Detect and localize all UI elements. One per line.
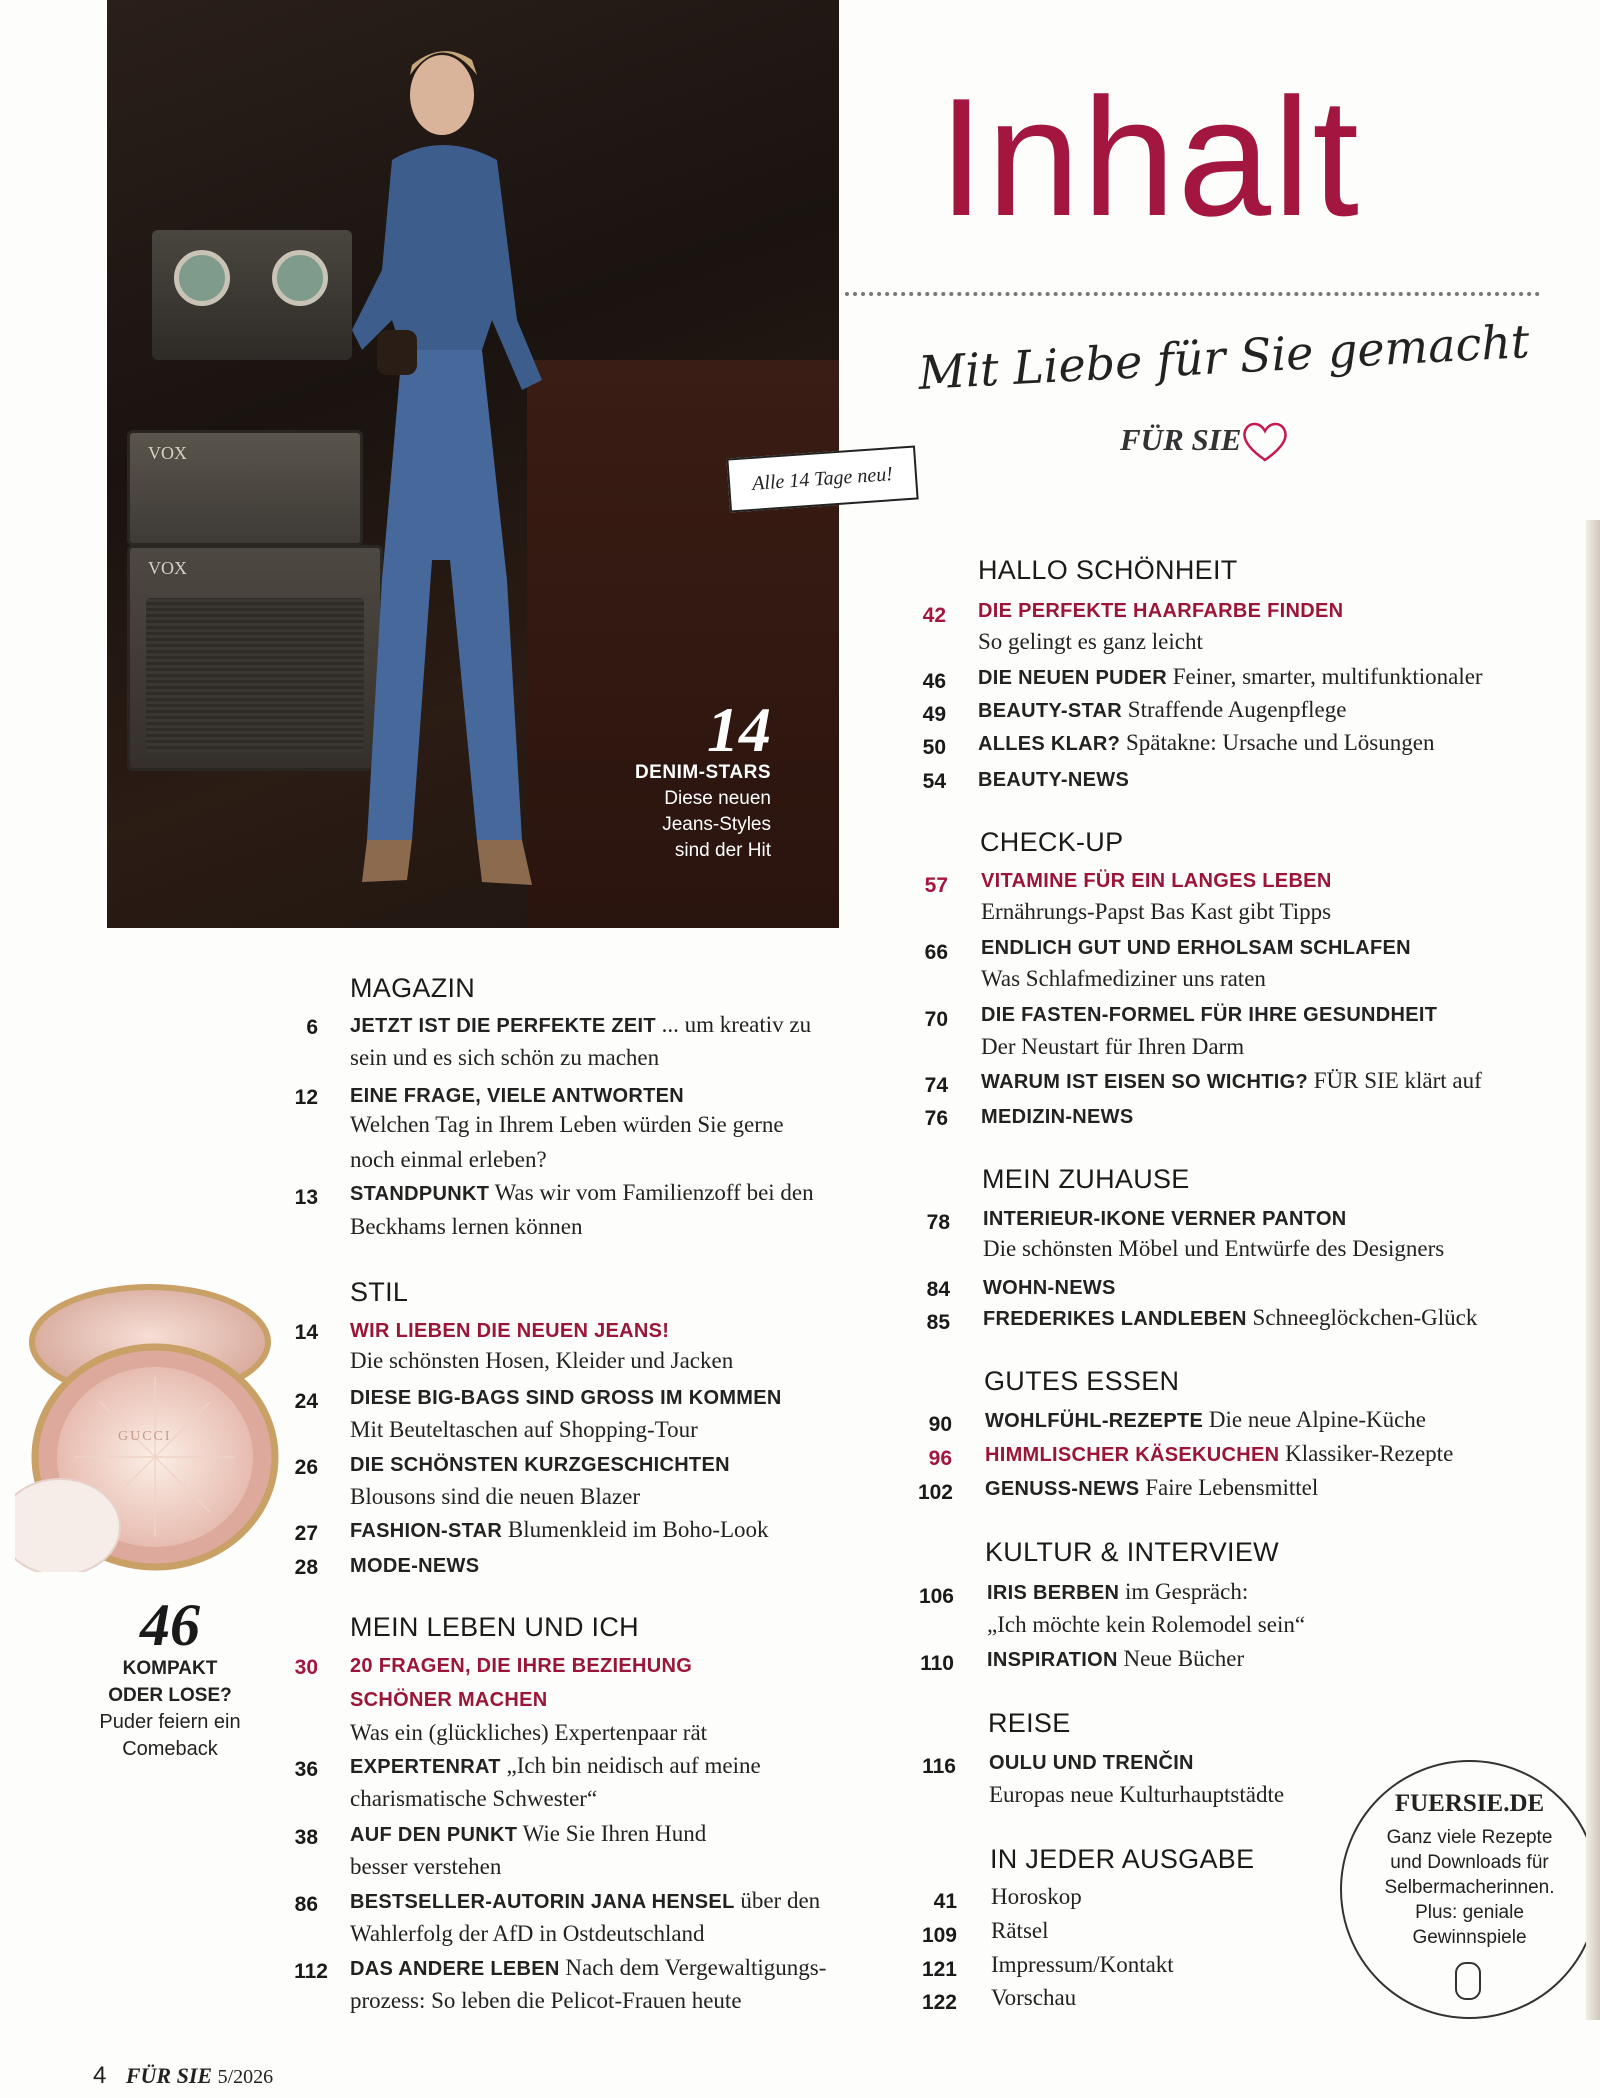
toc-entry[interactable] bbox=[350, 1548, 479, 1583]
toc-entry-head: ALLES KLAR? bbox=[978, 733, 1121, 755]
mouse-icon bbox=[1455, 1962, 1481, 2000]
section-title-reise: REISE bbox=[988, 1708, 1071, 1738]
toc-entry-head: WARUM IST EISEN SO WICHTIG? bbox=[981, 1071, 1308, 1093]
toc-entry-head: DIE FASTEN-FORMEL FÜR IHRE GESUNDHEIT bbox=[981, 1004, 1438, 1026]
toc-page-number: 84 bbox=[926, 1278, 950, 1301]
issue-frequency-badge: Alle 14 Tage neu! bbox=[726, 445, 918, 512]
toc-page-number: 13 bbox=[294, 1186, 318, 1209]
toc-page-number: 38 bbox=[294, 1826, 318, 1849]
toc-entry-text: Faire Lebensmittel bbox=[1139, 1475, 1319, 1500]
page-edge bbox=[1586, 520, 1600, 2020]
toc-entry[interactable] bbox=[981, 1099, 1133, 1134]
website-title: FUERSIE.DE bbox=[1394, 1790, 1545, 1817]
toc-entry-text: ... um kreativ zu bbox=[655, 1012, 812, 1037]
side-story-text-line: Puder feiern ein bbox=[99, 1711, 241, 1733]
toc-entry-head: DIE SCHÖNSTEN KURZGESCHICHTEN bbox=[350, 1454, 730, 1476]
toc-entry-text: im Gespräch: bbox=[1119, 1579, 1249, 1604]
toc-entry[interactable] bbox=[987, 1575, 1248, 1610]
footer-page-number: 4 bbox=[93, 2062, 107, 2089]
toc-entry[interactable] bbox=[981, 863, 1332, 898]
toc-page-number: 78 bbox=[926, 1211, 950, 1234]
side-story-headline-line: KOMPAKT bbox=[122, 1658, 218, 1679]
toc-entry-head: STANDPUNKT bbox=[350, 1183, 490, 1205]
toc-entry-text: Die schönsten Möbel und Entwürfe des Designers bbox=[983, 1236, 1445, 1261]
toc-entry[interactable] bbox=[350, 1884, 820, 1919]
toc-entry[interactable] bbox=[978, 762, 1129, 797]
section-title-essen: GUTES ESSEN bbox=[984, 1366, 1180, 1396]
toc-entry-text: Was ein (glückliches) Expertenpaar rät bbox=[350, 1720, 708, 1745]
side-story-text-line: Comeback bbox=[122, 1738, 218, 1760]
tape-reel-right bbox=[272, 250, 328, 306]
toc-entry-head: 20 FRAGEN, DIE IHRE BEZIEHUNG bbox=[350, 1655, 693, 1677]
toc-entry[interactable] bbox=[981, 997, 1437, 1032]
website-text-line: und Downloads für bbox=[1390, 1852, 1549, 1873]
compact-logo: GUCCI bbox=[118, 1429, 172, 1444]
cover-story-headline: DENIM-STARS bbox=[634, 762, 771, 783]
toc-entry-text: Mit Beuteltaschen auf Shopping-Tour bbox=[350, 1417, 698, 1442]
section-title-checkup: CHECK-UP bbox=[980, 827, 1124, 857]
toc-entry-head: FREDERIKES LANDLEBEN bbox=[983, 1308, 1247, 1330]
toc-entry-text: Blumenkleid im Boho-Look bbox=[502, 1517, 769, 1542]
amp-label: VOX bbox=[148, 443, 187, 463]
toc-page-number: 121 bbox=[921, 1958, 957, 1981]
toc-entry-head: MEDIZIN-NEWS bbox=[981, 1106, 1134, 1128]
toc-page-number: 28 bbox=[294, 1556, 318, 1579]
powder-compact-image bbox=[15, 1282, 285, 1572]
toc-entry-head: WOHLFÜHL-REZEPTE bbox=[985, 1410, 1204, 1432]
toc-page-number: 90 bbox=[928, 1413, 952, 1436]
toc-entry-text: „Ich möchte kein Rolemodel sein“ bbox=[987, 1612, 1306, 1637]
website-text-line: Gewinnspiele bbox=[1412, 1927, 1527, 1948]
toc-entry-text: Ernährungs-Papst Bas Kast gibt Tipps bbox=[981, 899, 1332, 924]
toc-entry[interactable] bbox=[350, 1817, 706, 1852]
tape-reel-left bbox=[174, 250, 230, 306]
toc-entry-text: Spätakne: Ursache und Lösungen bbox=[1120, 730, 1435, 755]
toc-entry-text: Straffende Augenpflege bbox=[1122, 697, 1347, 722]
toc-entry-head: INSPIRATION bbox=[987, 1649, 1118, 1671]
toc-page-number: 96 bbox=[928, 1447, 952, 1470]
toc-page-number: 112 bbox=[294, 1960, 328, 1983]
toc-entry-head: AUF DEN PUNKT bbox=[350, 1824, 518, 1846]
toc-entry-text: Welchen Tag in Ihrem Leben würden Sie gerne bbox=[350, 1112, 784, 1137]
toc-page-number: 74 bbox=[924, 1074, 948, 1097]
toc-entry-text: Feiner, smarter, multifunktionaler bbox=[1166, 664, 1483, 689]
denim-model-figure bbox=[332, 20, 592, 900]
toc-entry[interactable] bbox=[350, 1008, 811, 1043]
toc-entry-head: WIR LIEBEN DIE NEUEN JEANS! bbox=[350, 1320, 670, 1342]
toc-page-number: 86 bbox=[294, 1893, 318, 1916]
toc-entry[interactable] bbox=[978, 726, 1434, 761]
amp-label: VOX bbox=[148, 558, 187, 578]
toc-entry-head: ENDLICH GUT UND ERHOLSAM SCHLAFEN bbox=[981, 937, 1411, 959]
section-title-schoenheit: HALLO SCHÖNHEIT bbox=[978, 555, 1238, 585]
side-story-headline bbox=[70, 1655, 270, 1709]
brand-logo: FÜR SIE bbox=[1120, 422, 1242, 457]
cover-story-text: sind der Hit bbox=[674, 840, 771, 861]
toc-page-number: 36 bbox=[294, 1758, 318, 1781]
toc-entry[interactable] bbox=[350, 1648, 692, 1683]
toc-page-number: 12 bbox=[294, 1086, 318, 1109]
website-text bbox=[1360, 1825, 1579, 1950]
toc-entry[interactable] bbox=[981, 1064, 1482, 1099]
toc-page-number: 46 bbox=[922, 670, 946, 693]
toc-entry-text: sein und es sich schön zu machen bbox=[350, 1045, 660, 1070]
toc-page-number: 70 bbox=[924, 1008, 948, 1031]
toc-entry-text: Was wir vom Familienzoff bei den bbox=[489, 1180, 814, 1205]
toc-entry-head: FASHION-STAR bbox=[350, 1520, 503, 1542]
cover-story-page-number: 14 bbox=[707, 694, 771, 765]
section-title-stil: STIL bbox=[350, 1277, 409, 1307]
toc-entry[interactable] bbox=[350, 1380, 782, 1415]
toc-entry-text: über den bbox=[734, 1888, 821, 1913]
toc-entry-text: Was Schlafmediziner uns raten bbox=[981, 966, 1266, 991]
footer-magazine-name: FÜR SIE bbox=[125, 2063, 213, 2088]
cover-story-text: Diese neuen bbox=[664, 788, 771, 809]
toc-entry[interactable] bbox=[350, 1749, 761, 1784]
toc-page-number: 102 bbox=[917, 1481, 953, 1504]
website-text-line: Selbermacherinnen. bbox=[1384, 1877, 1555, 1898]
website-promo[interactable] bbox=[1340, 1760, 1599, 2019]
toc-entry-head: DAS ANDERE LEBEN bbox=[350, 1958, 560, 1980]
toc-entry-text: prozess: So leben die Pelicot-Frauen heute bbox=[350, 1988, 742, 2013]
toc-entry-text: Die neue Alpine-Küche bbox=[1203, 1407, 1427, 1432]
toc-page-number: 49 bbox=[922, 703, 946, 726]
toc-page-number: 106 bbox=[918, 1585, 954, 1608]
toc-entry-head: BESTSELLER-AUTORIN JANA HENSEL bbox=[350, 1891, 735, 1913]
toc-page-number: 85 bbox=[926, 1311, 950, 1334]
toc-entry[interactable] bbox=[350, 1682, 548, 1717]
toc-entry-text: Schneeglöckchen-Glück bbox=[1246, 1305, 1478, 1330]
toc-entry[interactable] bbox=[978, 593, 1343, 628]
toc-entry-head: DIE PERFEKTE HAARFARBE FINDEN bbox=[978, 600, 1344, 622]
toc-entry-text: Klassiker-Rezepte bbox=[1279, 1441, 1454, 1466]
toc-entry-head: BEAUTY-NEWS bbox=[978, 769, 1130, 791]
website-text-line: Ganz viele Rezepte bbox=[1386, 1827, 1553, 1848]
toc-entry[interactable] bbox=[350, 1176, 814, 1211]
toc-entry-text: Nach dem Vergewaltigungs- bbox=[559, 1955, 827, 1980]
toc-entry-text: Neue Bücher bbox=[1117, 1646, 1245, 1671]
toc-page-number: 76 bbox=[924, 1107, 948, 1130]
section-title-magazin: MAGAZIN bbox=[350, 973, 476, 1003]
section-title-ausgabe: IN JEDER AUSGABE bbox=[990, 1844, 1255, 1874]
toc-entry-text: Beckhams lernen können bbox=[350, 1214, 583, 1239]
toc-entry-head: OULU UND TRENČIN bbox=[989, 1752, 1194, 1774]
slogan: Mit Liebe für Sie gemacht bbox=[917, 314, 1531, 400]
toc-page-number: 110 bbox=[920, 1652, 954, 1675]
toc-page-number: 6 bbox=[306, 1016, 318, 1039]
toc-entry[interactable]: Rätsel bbox=[991, 1918, 1049, 1943]
toc-entry[interactable] bbox=[983, 1301, 1477, 1336]
toc-entry-head: DIE NEUEN PUDER bbox=[978, 667, 1167, 689]
toc-entry-head: INTERIEUR-IKONE VERNER PANTON bbox=[983, 1208, 1347, 1230]
toc-entry-text: So gelingt es ganz leicht bbox=[978, 629, 1203, 654]
toc-entry[interactable] bbox=[350, 1951, 826, 1986]
toc-entry[interactable] bbox=[978, 660, 1483, 695]
toc-entry-head: WOHN-NEWS bbox=[983, 1277, 1116, 1299]
side-story-caption bbox=[70, 1592, 270, 1763]
toc-page-number: 42 bbox=[922, 604, 946, 627]
dotted-divider bbox=[845, 292, 1540, 296]
toc-entry-text: „Ich bin neidisch auf meine bbox=[500, 1753, 761, 1778]
toc-entry[interactable] bbox=[985, 1403, 1426, 1438]
toc-page-number: 24 bbox=[294, 1390, 318, 1413]
toc-page-number: 30 bbox=[294, 1656, 318, 1679]
toc-entry[interactable] bbox=[985, 1471, 1318, 1506]
toc-page-number: 14 bbox=[294, 1321, 318, 1344]
toc-entry-text: Blousons sind die neuen Blazer bbox=[350, 1484, 641, 1509]
toc-entry-text: noch einmal erleben? bbox=[350, 1147, 547, 1172]
toc-entry-text: Der Neustart für Ihren Darm bbox=[981, 1034, 1245, 1059]
toc-entry[interactable] bbox=[350, 1447, 730, 1482]
toc-entry-head: JETZT IST DIE PERFEKTE ZEIT bbox=[350, 1015, 656, 1037]
heart-icon bbox=[1240, 420, 1290, 464]
toc-entry-text: besser verstehen bbox=[350, 1854, 502, 1879]
side-story-page-number: 46 bbox=[140, 1592, 200, 1658]
page-title: Inhalt bbox=[938, 63, 1361, 251]
toc-entry[interactable] bbox=[983, 1270, 1116, 1305]
cover-story-text: Jeans-Styles bbox=[662, 814, 771, 835]
toc-entry-head: BEAUTY-STAR bbox=[978, 700, 1123, 722]
toc-entry-text: charismatische Schwester“ bbox=[350, 1786, 598, 1811]
toc-page-number: 54 bbox=[922, 770, 946, 793]
section-title-kultur: KULTUR & INTERVIEW bbox=[985, 1537, 1279, 1567]
website-text-line: Plus: geniale bbox=[1415, 1902, 1524, 1923]
toc-entry-head: SCHÖNER MACHEN bbox=[350, 1689, 548, 1711]
toc-entry-text: Wahlerfolg der AfD in Ostdeutschland bbox=[350, 1921, 705, 1946]
toc-entry[interactable] bbox=[989, 1745, 1194, 1780]
toc-entry[interactable] bbox=[985, 1437, 1453, 1472]
toc-page-number: 66 bbox=[924, 941, 948, 964]
toc-page-number: 27 bbox=[294, 1522, 318, 1545]
toc-entry-head: MODE-NEWS bbox=[350, 1555, 480, 1577]
side-story-headline-line: ODER LOSE? bbox=[108, 1685, 232, 1706]
cover-story-caption bbox=[634, 694, 771, 864]
toc-entry[interactable] bbox=[981, 930, 1411, 965]
toc-entry[interactable] bbox=[983, 1201, 1347, 1236]
toc-entry-text: FÜR SIE klärt auf bbox=[1308, 1068, 1482, 1093]
toc-entry-head: HIMMLISCHER KÄSEKUCHEN bbox=[985, 1444, 1280, 1466]
footer-issue: 5/2026 bbox=[217, 2066, 274, 2088]
toc-entry-head: GENUSS-NEWS bbox=[985, 1478, 1140, 1500]
toc-entry[interactable] bbox=[350, 1513, 769, 1548]
toc-entry-head: IRIS BERBEN bbox=[987, 1582, 1120, 1604]
page-footer bbox=[93, 2062, 273, 2090]
toc-entry[interactable]: Horoskop bbox=[991, 1884, 1082, 1909]
toc-page-number: 109 bbox=[921, 1924, 957, 1947]
toc-entry-text: Europas neue Kulturhauptstädte bbox=[989, 1782, 1285, 1807]
toc-page-number: 50 bbox=[922, 736, 946, 759]
toc-entry-text: Wie Sie Ihren Hund bbox=[517, 1821, 707, 1846]
toc-entry[interactable] bbox=[978, 693, 1346, 728]
section-title-leben: MEIN LEBEN UND ICH bbox=[350, 1612, 639, 1642]
toc-entry-head: EINE FRAGE, VIELE ANTWORTEN bbox=[350, 1085, 685, 1107]
toc-page-number: 57 bbox=[924, 874, 948, 897]
tape-recorder bbox=[152, 230, 352, 360]
toc-entry-head: EXPERTENRAT bbox=[350, 1756, 501, 1778]
side-story-text bbox=[70, 1709, 270, 1763]
toc-page-number: 116 bbox=[922, 1755, 956, 1778]
toc-page-number: 26 bbox=[294, 1456, 318, 1479]
amplifier-top bbox=[127, 430, 363, 546]
toc-entry[interactable] bbox=[987, 1642, 1244, 1677]
toc-entry-head: VITAMINE FÜR EIN LANGES LEBEN bbox=[981, 870, 1332, 892]
toc-entry-text: Die schönsten Hosen, Kleider und Jacken bbox=[350, 1348, 734, 1373]
toc-entry[interactable]: Vorschau bbox=[991, 1985, 1077, 2010]
section-title-zuhause: MEIN ZUHAUSE bbox=[982, 1164, 1190, 1194]
toc-page-number: 41 bbox=[933, 1890, 957, 1913]
toc-entry-head: DIESE BIG-BAGS SIND GROSS IM KOMMEN bbox=[350, 1387, 782, 1409]
toc-page-number: 122 bbox=[921, 1991, 957, 2014]
toc-entry[interactable] bbox=[350, 1313, 669, 1348]
toc-entry[interactable]: Impressum/Kontakt bbox=[991, 1952, 1174, 1977]
